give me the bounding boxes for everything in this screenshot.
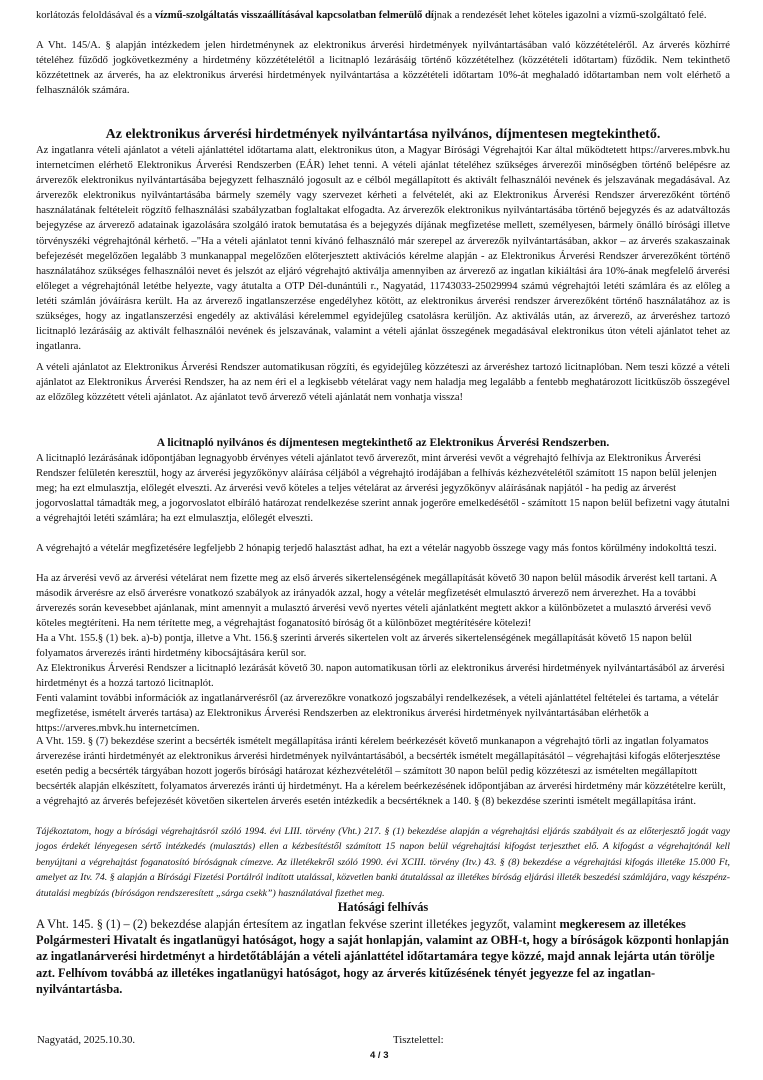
intro-paragraph-1 <box>36 8 730 23</box>
bold-text-run: megkeresem az illetékes Polgármesteri Hivatalt és ingatlanügyi hatóságot, hogy a saját honlapján, valamint az OBH-t, hogy a bíróságok központi honlapján az ingatlanárverési hirdetményt a hirdetőtábláján a vételi ajánlattétel időtartamára tegye közzé, majd annak lejárta után törölje azt. Felhívom továbbá az illetékes ingatlanügyi hatóságot, hogy az árverés kitűzésének tényét jegyezze fel az ingatlan-nyilvántartásba. <box>36 917 729 996</box>
legal-remedy-notice: Tájékoztatom, hogy a bírósági végrehajtásról szóló 1994. évi LIII. törvény (Vht.) 217. § (1) bekezdése alapján a végrehajtási eljárás szabályait és az előterjesztő jogát vagy jogos érdekét lényegesen sértő intézkedés (mulasztás) ellen a kézbesítéstől számított 15 napon belül végrehajtási kifogást terjeszthet elő. A kifogást a végrehajtónál kell benyújtani a végrehajtást foganatosító bíróságnak címezve. Az illetékekről szóló 1990. évi XCIII. törvény (Itv.) 43. § (8) bekezdése a végrehajtási kifogás illetéke 15.000 Ft, amelyet az Itv. 74. § alapján a Bírósági Fizetési Portálról indított utalással, közvetlen banki átutalással az illetékes bíróság eljárási illeték beszedési számlájára, vagy készpénz-átutalási megbízás (bíróságon rendszeresített „sárga csekk”) használatával fizethet meg. <box>36 826 730 899</box>
text-run: korlátozás feloldásával és a <box>36 10 155 21</box>
closing-salutation: Tisztelettel: <box>393 1034 444 1046</box>
text-run: A Vht. 145. § (1) – (2) bekezdése alapján értesítem az ingatlan fekvése szerint illetékes jegyzőt, valamint <box>36 917 560 931</box>
bold-text-run: vízmű-szolgáltatás visszaállításával kapcsolatban felmerülő dí <box>154 10 434 21</box>
place-and-date: Nagyatád, 2025.10.30. <box>37 1034 136 1046</box>
section2-paragraph-7: A Vht. 159. § (7) bekezdése szerint a becsérték ismételt megállapítása iránti kérelem beérkezését követő munkanapon a végrehajtó törli az ingatlan folyamatos árverezése iránti hirdetményét az elektronikus árverési hirdetmények nyilvántartásából, a becsérték ismételt megállapításától – végrehajtási kifogás előterjesztése esetén pedig a becsérték tárgyában hozott jogerős bírósági határozat kézhezvételétől – számított 30 napon belül pedig közzéteszi az ismételten megállapított becsérték alapján elkészített, folyamatos árverezés iránti új hirdetményt. Ha a kérelem beérkezésének időpontjában az árverési hirdetmény már közzétételre került, a végrehajtó az árverés befejezését követően sikertelen árverés esetén intézkedik a becsértéknek a 140. § (8) bekezdése szerinti ismételt megállapítása iránt. <box>36 736 726 808</box>
section2-paragraph-3: Ha az árverési vevő az árverési vételárat nem fizette meg az első árverés sikertelenségének megállapítását követő 30 napon belül második árverést kell tartani. A második árverésre az első árverésre vonatkozó szabályok az irányadók azzal, hogy a vételár megfizetését elmulasztó árverező nem árverezhet. Ha a további árverezés során kevesebbet ajánlanak, mint amennyit a mulasztó árverési vevő nyertes vételi ajánlatként megtett akkor a különbözetet a mulasztó árverési vevő köteles megtéríteni. Ha nem térítette meg, a végrehajtást foganatosító bíróság őt a különbözet megtérítésére kötelezi! <box>36 573 717 630</box>
page-number: 4 / 3 <box>370 1050 389 1061</box>
section-heading-authority-request: Hatósági felhívás <box>337 900 429 914</box>
section2-paragraph-4: Ha a Vht. 155.§ (1) bek. a)-b) pontja, illetve a Vht. 156.§ szerinti árverés sikertelen volt az árverés sikertelenségének megállapítását követő 15 napon belül folyamatos árverezés iránti hirdetmény kibocsájtására kerül sor. <box>36 633 692 660</box>
text-run: jnak a rendezését lehet köteles igazolni a vízmű-szolgáltató felé. <box>433 10 707 21</box>
section-heading-bid-log: A licitnapló nyilvános és díjmentesen megtekinthető az Elektronikus Árverési Rendszerben. <box>156 436 610 449</box>
section2-paragraph-5: Az Elektronikus Árverési Rendszer a licitnapló lezárását követő 30. napon automatikusan törli az elektronikus árverési hirdetmények nyilvántartásából az árverési hirdetményt és a hozzá tartozó licitnaplót. <box>36 663 725 690</box>
section1-paragraph-1: Az ingatlanra vételi ajánlatot a vételi ajánlattétel időtartama alatt, elektronikus úton, a Magyar Bírósági Végrehajtói Kar által működtetett https://arveres.mbvk.hu internetcímen elérhető Elektronikus Árverési Rendszerben (EÁR) lehet tenni. A vételi ajánlat tételéhez szükséges árverezői minőségben történő belépésre az árverezők elektronikus nyilvántartásába bejegyzett felhasználó jogosult az e célból megállapított és aktivált felhasználói nevének és jelszavának megadásával. Az árverezők elektronikus nyilvántartásába bármely személy vagy szervezet kérheti a felvételét, aki az Elektronikus Árverési Rendszer árverezőként történő használatának feltételeit rögzítő felhasználási szabályzatban foglaltakat elfogadta. Az árverezők elektronikus nyilvántartásába történő bejegyzés és az adatváltozás bejegyzése az árverező adatainak igazolására szolgáló iratok bemutatása és a bejegyzés díjának megfizetése mellett, személyesen, bármely önálló bírósági illetve törvényszéki végrehajtónál kérhető. –"Ha a vételi ajánlatot tenni kívánó felhasználó már szerepel az árverezők nyilvántartásában, akkor – az árverés szakaszainak befejezését megelőzően legalább 3 munkanappal megelőzően előterjesztett aktivációs kérelme alapján - az Elektronikus Árverési Rendszer árverezőként történő használatához szükséges felhasználói nevet és jelszót az eljáró végrehajtó aktiválja amennyiben az árverező az ingatlan kikiáltási ára 10%-ának megfelelő árverési előleget a végrehajtónál letétbe helyezte, vagy átutalta a OTP Dél-dunántúli r., Nagyatád, 11743033-25029994 számú végrehajtói letéti számlára és az előleg a letéti számlán jóváírásra került. Ha az árverező ingatlanszerzése engedélyhez kötött, az elektronikus árverési rendszer árverezőként történő használatához az is szükséges, hogy az ingatlanszerzési engedély az aktiválási kérelemmel egyidejűleg csatolásra kerüljön. Az aktiválás után, az árverező, az árveréshez tartozó licitnapló lezárásáig az aktivált felhasználói nevének és jelszavának, valamint a vételi ajánlat összegének megadásával elektronikus úton vételi ajánlatot tehet az ingatlanra. <box>36 145 730 353</box>
intro-paragraph-2: A Vht. 145/A. § alapján intézkedem jelen hirdetménynek az elektronikus árverési hirdetmények nyilvántartásában való közzétételéről. Az árverés közhírré tételéhez fűződő jogkövetkezmény a hirdetmény közzétételétől a licitnapló lezárásáig történő közzétételhez (közzétételi időtartam) fűződik. Nem tekinthető közzétettnek az árverés, ha az elektronikus árverési hirdetmények nyilvántartása a közzétételi időtartam 10%-át meghaladó időtartamban nem volt elérhető a felhasználók számára. <box>36 40 730 97</box>
section2-paragraph-1: A licitnapló lezárásának időpontjában legnagyobb érvényes vételi ajánlatot tevő árverezőt, mint árverési vevőt a végrehajtó felhívja az Elektronikus Árverési Rendszer felületén keresztül, hogy az árverési jegyzőkönyv aláírása céljából a végrehajtó irodájában a felhívás kézhezvételétől számított 15 napon belül jelenjen meg; ha ezt elmulasztja, előlegét elveszti. Az árverési vevő köteles a teljes vételárat az árverési jegyzőkönyv aláírásának napjától - ha pedig az árverést jogorvoslattal támadták meg, a jogorvoslatot elbíráló határozat rendelkezése szerint annak jogerőre emelkedésétől - számított 15 napon belül befizetni vagy átutalni a végrehajtói letéti számlára; ha ezt elmulasztja, előlegét elveszti. <box>36 453 730 525</box>
authority-request-paragraph <box>36 916 730 997</box>
section2-paragraph-6: Fenti valamint további információk az ingatlanárverésről (az árverezőkre vonatkozó jogszabályi rendelkezések, a vételi ajánlattétel feltételei és tartama, a vételár megfizetése, ismételt árverés tartása) az Elektronikus Árverési Rendszerben az elektronikus árverési hirdetmények nyilvántartásában elérhetők a https://arveres.mbvk.hu internetcímen. <box>36 693 719 735</box>
section-heading-registry: Az elektronikus árverési hirdetmények nyilvántartása nyilvános, díjmentesen megtekinthető. <box>105 127 661 142</box>
section1-paragraph-2: A vételi ajánlatot az Elektronikus Árverési Rendszer automatikusan rögzíti, és egyidejűleg közzéteszi az árveréshez tartozó licitnaplóban. Nem teszi közzé a vételi ajánlatot az Elektronikus Árverési Rendszer, ha az nem éri el a legkisebb vételárat vagy nem haladja meg legalább a fentebb meghatározott licitküszöb összegével az előzőleg közzétett vételi ajánlatot. Az ajánlatot tevő árverező vételi ajánlatát nem vonhatja vissza! <box>36 362 730 404</box>
section2-paragraph-2: A végrehajtó a vételár megfizetésére legfeljebb 2 hónapig terjedő halasztást adhat, ha ezt a vételár nagyobb összege vagy más fontos körülmény indokolttá teszi. <box>36 543 717 554</box>
